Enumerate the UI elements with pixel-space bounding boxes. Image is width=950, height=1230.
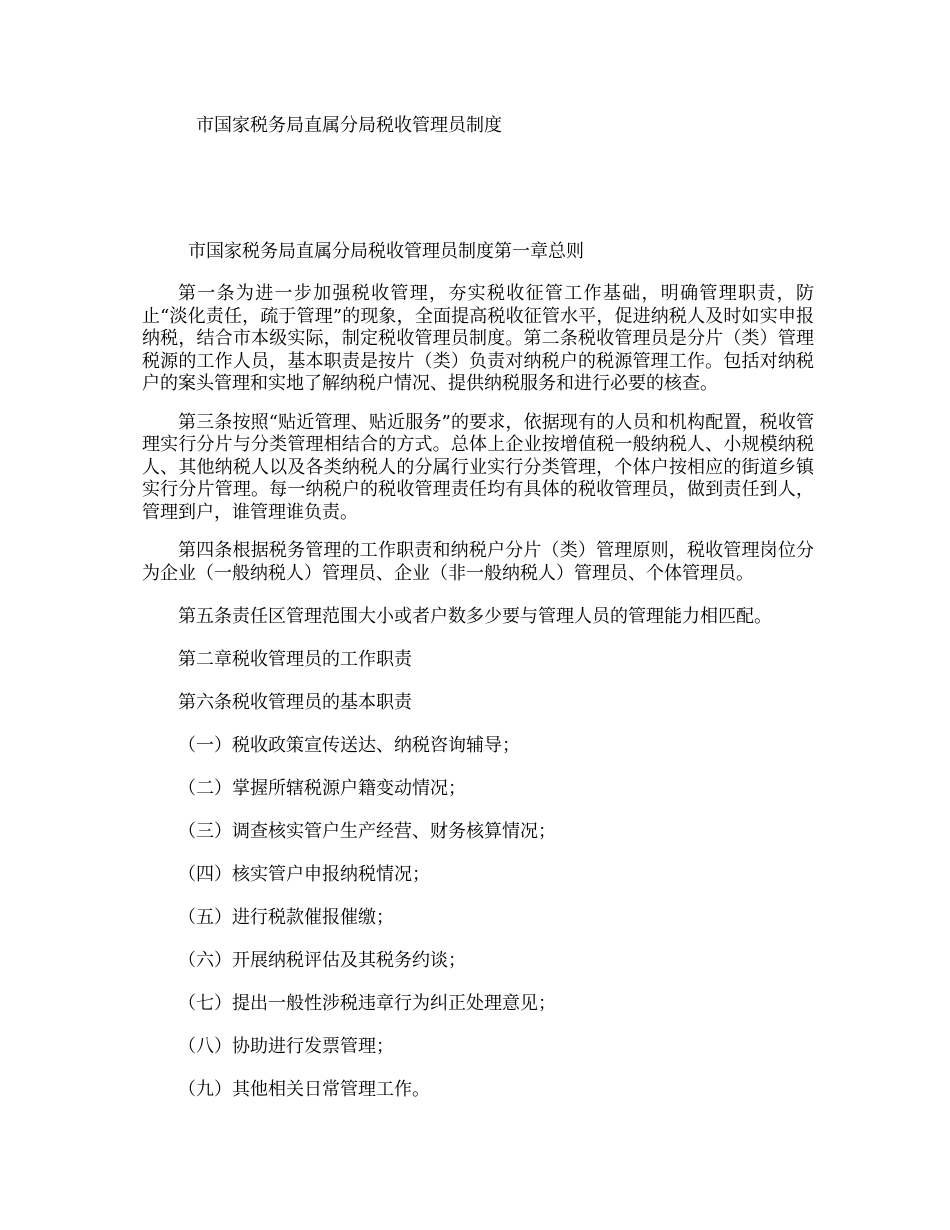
duty-item: （一）税收政策宣传送达、纳税咨询辅导；	[178, 735, 520, 756]
chapter-1-heading: 市国家税务局直属分局税收管理员制度第一章总则	[188, 241, 584, 262]
paragraph-article-4: 第四条根据税务管理的工作职责和纳税户分片（类）管理原则，税收管理岗位分为企业（一般纳税人）管理员、企业（非一般纳税人）管理员、个体管理员。	[142, 540, 814, 584]
duty-item: （八）协助进行发票管理；	[178, 1036, 394, 1057]
document-body	[142, 283, 814, 1101]
duty-item: （七）提出一般性涉税违章行为纠正处理意见；	[178, 993, 556, 1014]
duty-item: （三）调查核实管户生产经营、财务核算情况；	[178, 821, 556, 842]
paragraph-article-6: 第六条税收管理员的基本职责	[178, 692, 412, 713]
chapter-2-heading: 第二章税收管理员的工作职责	[178, 649, 412, 670]
paragraph-article-3: 第三条按照“贴近管理、贴近服务”的要求，依据现有的人员和机构配置，税收管理实行分片与分类管理相结合的方式。总体上企业按增值税一般纳税人、小规模纳税人、其他纳税人以及各类纳税人的分属行业实行分类管理，个体户按相应的街道乡镇实行分片管理。每一纳税户的税收管理责任均有具体的税收管理员，做到责任到人，管理到户，谁管理谁负责。	[142, 411, 814, 523]
duty-item: （六）开展纳税评估及其税务约谈；	[178, 950, 466, 971]
duty-item: （四）核实管户申报纳税情况；	[178, 864, 430, 885]
document-title: 市国家税务局直属分局税收管理员制度	[196, 115, 502, 136]
duty-item: （九）其他相关日常管理工作。	[178, 1079, 430, 1100]
duty-item: （二）掌握所辖税源户籍变动情况；	[178, 778, 466, 799]
paragraph-article-1-2: 第一条为进一步加强税收管理，夯实税收征管工作基础，明确管理职责，防止“淡化责任，疏于管理”的现象，全面提高税收征管水平，促进纳税人及时如实申报纳税，结合市本级实际，制定税收管理员制度。第二条税收管理员是分片（类）管理税源的工作人员，基本职责是按片（类）负责对纳税户的税源管理工作。包括对纳税户的案头管理和实地了解纳税户情况、提供纳税服务和进行必要的核查。	[142, 283, 814, 394]
paragraph-article-5: 第五条责任区管理范围大小或者户数多少要与管理人员的管理能力相匹配。	[178, 606, 772, 627]
duty-item: （五）进行税款催报催缴；	[178, 907, 394, 928]
